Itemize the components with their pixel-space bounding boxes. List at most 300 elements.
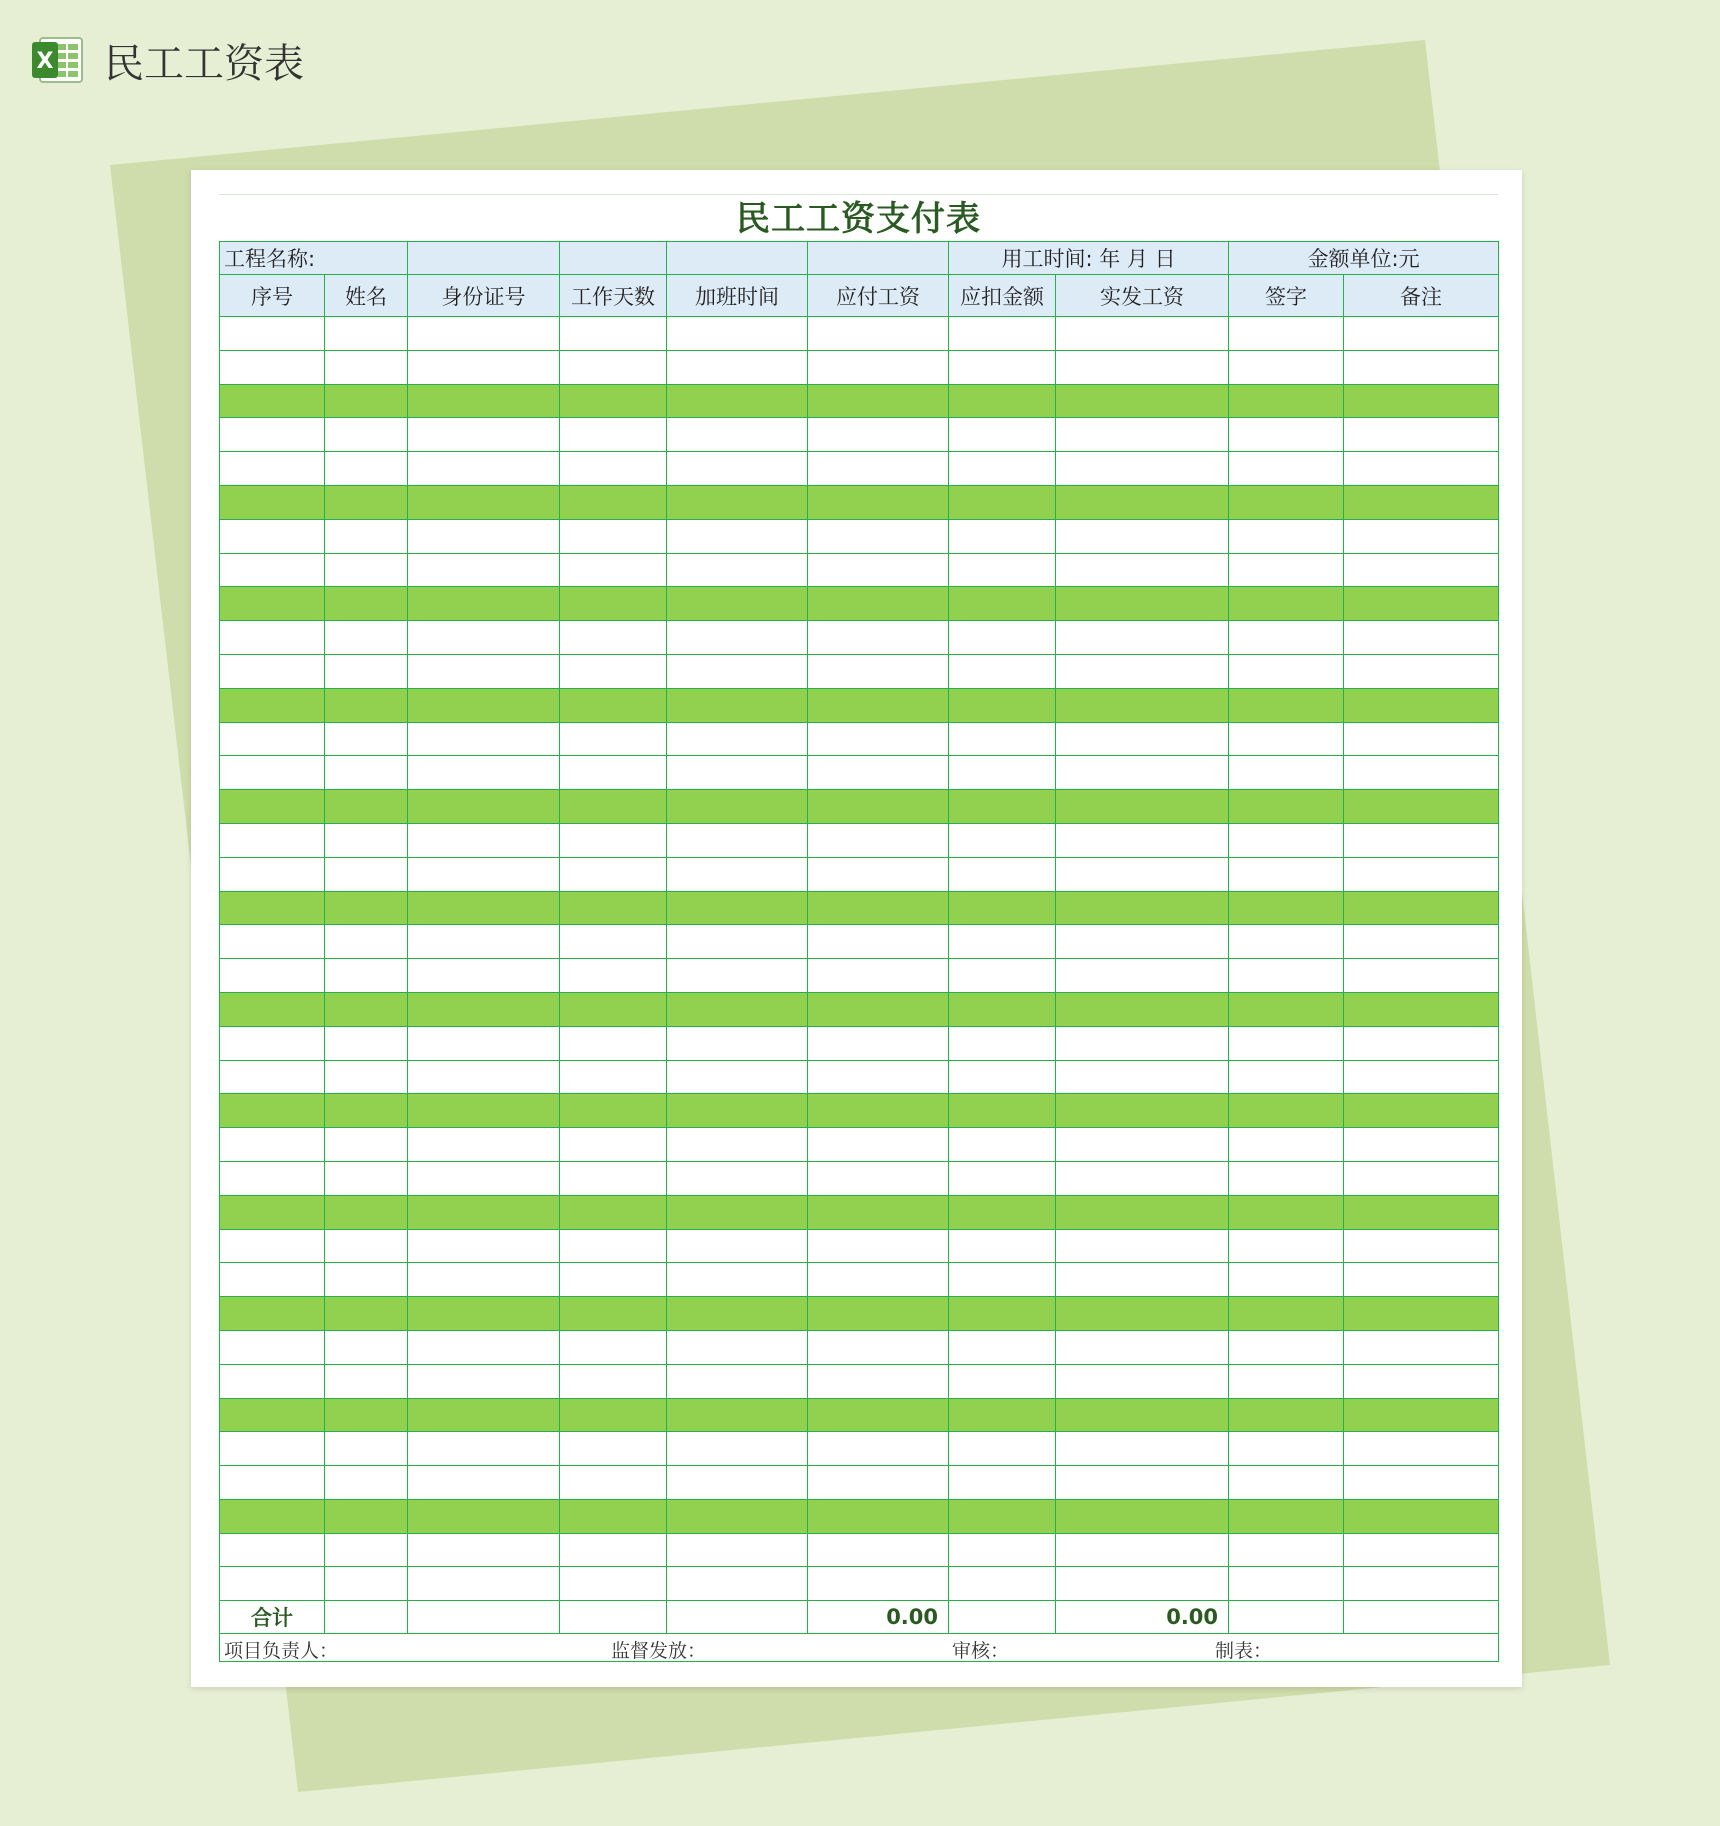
table-cell[interactable] (808, 857, 949, 891)
table-cell[interactable] (808, 925, 949, 959)
table-cell[interactable] (1229, 722, 1344, 756)
table-cell[interactable] (667, 587, 808, 621)
table-cell[interactable] (220, 1263, 325, 1297)
table-cell[interactable] (325, 384, 408, 418)
table-cell[interactable] (325, 452, 408, 486)
table-cell[interactable] (1056, 891, 1229, 925)
table-cell[interactable] (808, 1567, 949, 1601)
table-cell[interactable] (667, 992, 808, 1026)
table-cell[interactable] (325, 992, 408, 1026)
table-cell[interactable] (325, 485, 408, 519)
table-cell[interactable] (1344, 1263, 1499, 1297)
table-cell[interactable] (325, 418, 408, 452)
table-cell[interactable] (808, 654, 949, 688)
table-cell[interactable] (560, 519, 667, 553)
total-cell[interactable] (408, 1601, 560, 1634)
table-cell[interactable] (667, 925, 808, 959)
table-cell[interactable] (808, 891, 949, 925)
table-cell[interactable] (667, 350, 808, 384)
table-cell[interactable] (1229, 1499, 1344, 1533)
table-cell[interactable] (667, 1195, 808, 1229)
table-cell[interactable] (408, 654, 560, 688)
table-cell[interactable] (220, 1297, 325, 1331)
table-cell[interactable] (1229, 1161, 1344, 1195)
info-cell[interactable] (408, 242, 560, 275)
table-cell[interactable] (1056, 1026, 1229, 1060)
table-cell[interactable] (220, 1060, 325, 1094)
col-header-remarks[interactable]: 备注 (1344, 275, 1499, 317)
table-cell[interactable] (808, 1364, 949, 1398)
table-cell[interactable] (1229, 1263, 1344, 1297)
table-cell[interactable] (325, 722, 408, 756)
table-cell[interactable] (1344, 1533, 1499, 1567)
table-cell[interactable] (408, 823, 560, 857)
table-cell[interactable] (667, 384, 808, 418)
table-cell[interactable] (220, 1229, 325, 1263)
table-cell[interactable] (408, 688, 560, 722)
table-cell[interactable] (325, 1499, 408, 1533)
table-cell[interactable] (560, 1026, 667, 1060)
table-cell[interactable] (560, 1161, 667, 1195)
table-cell[interactable] (408, 1128, 560, 1162)
table-cell[interactable] (667, 553, 808, 587)
table-cell[interactable] (408, 790, 560, 824)
table-cell[interactable] (1344, 384, 1499, 418)
table-cell[interactable] (808, 1263, 949, 1297)
table-cell[interactable] (220, 1432, 325, 1466)
table-cell[interactable] (949, 790, 1056, 824)
table-cell[interactable] (808, 553, 949, 587)
total-payable[interactable]: 0.00 (808, 1601, 949, 1634)
table-cell[interactable] (1344, 519, 1499, 553)
table-cell[interactable] (808, 992, 949, 1026)
table-cell[interactable] (220, 1466, 325, 1500)
table-cell[interactable] (408, 553, 560, 587)
table-cell[interactable] (1344, 587, 1499, 621)
table-cell[interactable] (1229, 384, 1344, 418)
table-cell[interactable] (1056, 350, 1229, 384)
table-cell[interactable] (949, 452, 1056, 486)
table-cell[interactable] (325, 756, 408, 790)
table-cell[interactable] (667, 621, 808, 655)
table-cell[interactable] (1344, 654, 1499, 688)
table-cell[interactable] (408, 1499, 560, 1533)
table-cell[interactable] (949, 1195, 1056, 1229)
table-cell[interactable] (667, 654, 808, 688)
table-cell[interactable] (325, 1026, 408, 1060)
table-cell[interactable] (220, 1499, 325, 1533)
table-cell[interactable] (1229, 1094, 1344, 1128)
table-cell[interactable] (220, 1128, 325, 1162)
total-cell[interactable] (1344, 1601, 1499, 1634)
table-cell[interactable] (949, 1567, 1056, 1601)
table-cell[interactable] (667, 891, 808, 925)
table-cell[interactable] (808, 1026, 949, 1060)
table-cell[interactable] (325, 1432, 408, 1466)
table-cell[interactable] (949, 1398, 1056, 1432)
table-cell[interactable] (1229, 350, 1344, 384)
table-cell[interactable] (949, 654, 1056, 688)
table-cell[interactable] (408, 418, 560, 452)
table-cell[interactable] (220, 925, 325, 959)
table-cell[interactable] (1056, 1567, 1229, 1601)
table-cell[interactable] (1344, 1364, 1499, 1398)
table-cell[interactable] (1056, 1128, 1229, 1162)
total-cell[interactable] (560, 1601, 667, 1634)
table-cell[interactable] (1344, 1229, 1499, 1263)
table-cell[interactable] (667, 1533, 808, 1567)
table-cell[interactable] (220, 688, 325, 722)
table-cell[interactable] (1229, 1060, 1344, 1094)
table-cell[interactable] (220, 823, 325, 857)
table-cell[interactable] (949, 722, 1056, 756)
table-cell[interactable] (220, 1195, 325, 1229)
table-cell[interactable] (1344, 1567, 1499, 1601)
table-cell[interactable] (1056, 1229, 1229, 1263)
table-cell[interactable] (560, 925, 667, 959)
table-cell[interactable] (560, 1229, 667, 1263)
table-cell[interactable] (808, 519, 949, 553)
table-cell[interactable] (808, 688, 949, 722)
table-cell[interactable] (408, 857, 560, 891)
table-cell[interactable] (220, 722, 325, 756)
table-cell[interactable] (1344, 1297, 1499, 1331)
table-cell[interactable] (560, 722, 667, 756)
table-cell[interactable] (808, 452, 949, 486)
table-cell[interactable] (325, 654, 408, 688)
table-cell[interactable] (1229, 317, 1344, 351)
table-cell[interactable] (325, 1060, 408, 1094)
table-cell[interactable] (560, 317, 667, 351)
table-cell[interactable] (1056, 418, 1229, 452)
table-cell[interactable] (1344, 1398, 1499, 1432)
table-cell[interactable] (220, 485, 325, 519)
table-cell[interactable] (1056, 1533, 1229, 1567)
table-cell[interactable] (408, 959, 560, 993)
table-cell[interactable] (1229, 756, 1344, 790)
table-cell[interactable] (220, 857, 325, 891)
table-cell[interactable] (1229, 1533, 1344, 1567)
table-cell[interactable] (560, 1094, 667, 1128)
project-name-label[interactable]: 工程名称: (220, 242, 408, 275)
table-cell[interactable] (1344, 452, 1499, 486)
col-header-deduction[interactable]: 应扣金额 (949, 275, 1056, 317)
table-cell[interactable] (808, 1432, 949, 1466)
table-cell[interactable] (667, 317, 808, 351)
table-cell[interactable] (949, 1161, 1056, 1195)
table-cell[interactable] (408, 519, 560, 553)
table-cell[interactable] (1229, 823, 1344, 857)
table-cell[interactable] (667, 959, 808, 993)
table-cell[interactable] (1056, 925, 1229, 959)
total-cell[interactable] (325, 1601, 408, 1634)
table-cell[interactable] (949, 1128, 1056, 1162)
table-cell[interactable] (949, 1364, 1056, 1398)
table-cell[interactable] (949, 1263, 1056, 1297)
table-cell[interactable] (1056, 1297, 1229, 1331)
table-cell[interactable] (408, 1398, 560, 1432)
table-cell[interactable] (1056, 519, 1229, 553)
table-cell[interactable] (325, 1297, 408, 1331)
table-cell[interactable] (220, 1533, 325, 1567)
table-cell[interactable] (1056, 1161, 1229, 1195)
table-cell[interactable] (408, 1229, 560, 1263)
col-header-id-number[interactable]: 身份证号 (408, 275, 560, 317)
table-cell[interactable] (220, 621, 325, 655)
table-cell[interactable] (560, 1297, 667, 1331)
table-cell[interactable] (1056, 959, 1229, 993)
table-cell[interactable] (808, 959, 949, 993)
table-cell[interactable] (1056, 1195, 1229, 1229)
table-cell[interactable] (1056, 1432, 1229, 1466)
table-cell[interactable] (949, 992, 1056, 1026)
table-cell[interactable] (808, 1195, 949, 1229)
table-cell[interactable] (325, 823, 408, 857)
table-cell[interactable] (220, 1567, 325, 1601)
table-cell[interactable] (1056, 790, 1229, 824)
info-cell[interactable] (667, 242, 808, 275)
table-cell[interactable] (1056, 722, 1229, 756)
table-cell[interactable] (808, 1128, 949, 1162)
table-cell[interactable] (1229, 1128, 1344, 1162)
table-cell[interactable] (560, 823, 667, 857)
table-cell[interactable] (560, 1128, 667, 1162)
table-cell[interactable] (1056, 1398, 1229, 1432)
table-cell[interactable] (220, 384, 325, 418)
table-cell[interactable] (408, 722, 560, 756)
table-cell[interactable] (1344, 350, 1499, 384)
table-cell[interactable] (1229, 1364, 1344, 1398)
table-cell[interactable] (560, 1499, 667, 1533)
table-cell[interactable] (1056, 1060, 1229, 1094)
table-cell[interactable] (325, 519, 408, 553)
table-cell[interactable] (560, 654, 667, 688)
table-cell[interactable] (1344, 959, 1499, 993)
table-cell[interactable] (325, 1128, 408, 1162)
table-cell[interactable] (325, 1094, 408, 1128)
table-cell[interactable] (408, 1094, 560, 1128)
table-cell[interactable] (667, 756, 808, 790)
table-cell[interactable] (408, 1466, 560, 1500)
table-cell[interactable] (808, 384, 949, 418)
table-cell[interactable] (560, 1060, 667, 1094)
table-cell[interactable] (560, 553, 667, 587)
table-cell[interactable] (408, 891, 560, 925)
table-cell[interactable] (949, 857, 1056, 891)
table-cell[interactable] (408, 1195, 560, 1229)
table-cell[interactable] (667, 722, 808, 756)
table-cell[interactable] (1229, 1398, 1344, 1432)
col-header-payable[interactable]: 应付工资 (808, 275, 949, 317)
table-cell[interactable] (1056, 857, 1229, 891)
table-cell[interactable] (1344, 485, 1499, 519)
col-header-actual-pay[interactable]: 实发工资 (1056, 275, 1229, 317)
total-cell[interactable] (1229, 1601, 1344, 1634)
table-cell[interactable] (560, 1263, 667, 1297)
table-cell[interactable] (408, 1567, 560, 1601)
table-cell[interactable] (325, 621, 408, 655)
table-cell[interactable] (949, 1533, 1056, 1567)
table-cell[interactable] (1229, 959, 1344, 993)
table-cell[interactable] (949, 317, 1056, 351)
table-cell[interactable] (560, 384, 667, 418)
table-cell[interactable] (1344, 1195, 1499, 1229)
col-header-index[interactable]: 序号 (220, 275, 325, 317)
table-cell[interactable] (560, 992, 667, 1026)
table-cell[interactable] (808, 1330, 949, 1364)
total-cell[interactable] (949, 1601, 1056, 1634)
table-cell[interactable] (408, 1364, 560, 1398)
table-cell[interactable] (1344, 756, 1499, 790)
table-cell[interactable] (1056, 756, 1229, 790)
table-cell[interactable] (560, 1398, 667, 1432)
table-cell[interactable] (1229, 452, 1344, 486)
table-cell[interactable] (808, 587, 949, 621)
work-time-label[interactable]: 用工时间: 年 月 日 (949, 242, 1229, 275)
table-cell[interactable] (560, 756, 667, 790)
col-header-name[interactable]: 姓名 (325, 275, 408, 317)
table-cell[interactable] (1056, 1094, 1229, 1128)
table-cell[interactable] (325, 1533, 408, 1567)
table-cell[interactable] (1229, 485, 1344, 519)
table-cell[interactable] (1344, 1060, 1499, 1094)
table-cell[interactable] (325, 1398, 408, 1432)
table-cell[interactable] (408, 1297, 560, 1331)
table-cell[interactable] (1229, 587, 1344, 621)
table-cell[interactable] (949, 1094, 1056, 1128)
table-cell[interactable] (1344, 1432, 1499, 1466)
table-cell[interactable] (808, 485, 949, 519)
table-cell[interactable] (408, 1432, 560, 1466)
table-cell[interactable] (1344, 722, 1499, 756)
table-cell[interactable] (1344, 857, 1499, 891)
table-cell[interactable] (808, 1533, 949, 1567)
table-cell[interactable] (325, 350, 408, 384)
table-cell[interactable] (1229, 519, 1344, 553)
table-cell[interactable] (1229, 1297, 1344, 1331)
table-cell[interactable] (1229, 1229, 1344, 1263)
table-cell[interactable] (220, 654, 325, 688)
table-cell[interactable] (408, 587, 560, 621)
table-cell[interactable] (667, 1398, 808, 1432)
table-cell[interactable] (808, 1398, 949, 1432)
table-cell[interactable] (325, 317, 408, 351)
table-cell[interactable] (949, 925, 1056, 959)
table-cell[interactable] (1344, 823, 1499, 857)
table-cell[interactable] (1229, 621, 1344, 655)
table-cell[interactable] (1056, 1499, 1229, 1533)
table-cell[interactable] (220, 1330, 325, 1364)
table-cell[interactable] (949, 1026, 1056, 1060)
table-cell[interactable] (1056, 384, 1229, 418)
table-cell[interactable] (808, 418, 949, 452)
table-cell[interactable] (1056, 654, 1229, 688)
table-cell[interactable] (949, 519, 1056, 553)
table-cell[interactable] (1344, 688, 1499, 722)
table-cell[interactable] (949, 1499, 1056, 1533)
table-cell[interactable] (949, 1466, 1056, 1500)
table-cell[interactable] (560, 891, 667, 925)
table-cell[interactable] (667, 1263, 808, 1297)
table-cell[interactable] (1344, 1128, 1499, 1162)
table-cell[interactable] (667, 1161, 808, 1195)
table-cell[interactable] (1344, 1466, 1499, 1500)
table-cell[interactable] (408, 1263, 560, 1297)
table-cell[interactable] (949, 1432, 1056, 1466)
table-cell[interactable] (1056, 587, 1229, 621)
table-cell[interactable] (1056, 553, 1229, 587)
table-cell[interactable] (808, 1499, 949, 1533)
table-cell[interactable] (560, 621, 667, 655)
table-cell[interactable] (1229, 1567, 1344, 1601)
table-cell[interactable] (1344, 621, 1499, 655)
table-cell[interactable] (949, 587, 1056, 621)
table-cell[interactable] (325, 1195, 408, 1229)
table-cell[interactable] (667, 1364, 808, 1398)
table-cell[interactable] (667, 1466, 808, 1500)
table-cell[interactable] (408, 1533, 560, 1567)
table-cell[interactable] (949, 823, 1056, 857)
table-cell[interactable] (1056, 485, 1229, 519)
table-cell[interactable] (325, 587, 408, 621)
table-cell[interactable] (560, 485, 667, 519)
total-label[interactable]: 合计 (220, 1601, 325, 1634)
table-cell[interactable] (560, 1195, 667, 1229)
table-cell[interactable] (220, 1026, 325, 1060)
table-cell[interactable] (325, 1161, 408, 1195)
table-cell[interactable] (220, 418, 325, 452)
table-cell[interactable] (220, 587, 325, 621)
table-cell[interactable] (408, 1060, 560, 1094)
table-cell[interactable] (1229, 553, 1344, 587)
table-cell[interactable] (949, 959, 1056, 993)
table-cell[interactable] (220, 452, 325, 486)
table-cell[interactable] (1229, 857, 1344, 891)
table-cell[interactable] (560, 857, 667, 891)
table-cell[interactable] (560, 452, 667, 486)
table-cell[interactable] (220, 992, 325, 1026)
table-cell[interactable] (325, 1263, 408, 1297)
table-cell[interactable] (220, 1161, 325, 1195)
table-cell[interactable] (325, 1567, 408, 1601)
table-cell[interactable] (325, 553, 408, 587)
info-cell[interactable] (560, 242, 667, 275)
table-cell[interactable] (560, 587, 667, 621)
table-cell[interactable] (408, 1330, 560, 1364)
table-cell[interactable] (1229, 992, 1344, 1026)
table-cell[interactable] (1229, 790, 1344, 824)
table-cell[interactable] (1229, 1432, 1344, 1466)
table-cell[interactable] (220, 891, 325, 925)
table-cell[interactable] (560, 350, 667, 384)
table-cell[interactable] (220, 553, 325, 587)
table-cell[interactable] (949, 350, 1056, 384)
amount-unit-label[interactable]: 金额单位:元 (1229, 242, 1499, 275)
table-cell[interactable] (1229, 688, 1344, 722)
table-cell[interactable] (220, 1094, 325, 1128)
table-cell[interactable] (560, 1330, 667, 1364)
table-cell[interactable] (1056, 317, 1229, 351)
table-cell[interactable] (220, 756, 325, 790)
table-cell[interactable] (1344, 1330, 1499, 1364)
table-cell[interactable] (560, 790, 667, 824)
table-cell[interactable] (1229, 925, 1344, 959)
table-cell[interactable] (220, 350, 325, 384)
table-cell[interactable] (325, 1330, 408, 1364)
table-cell[interactable] (1056, 452, 1229, 486)
table-cell[interactable] (667, 1026, 808, 1060)
table-cell[interactable] (1229, 654, 1344, 688)
